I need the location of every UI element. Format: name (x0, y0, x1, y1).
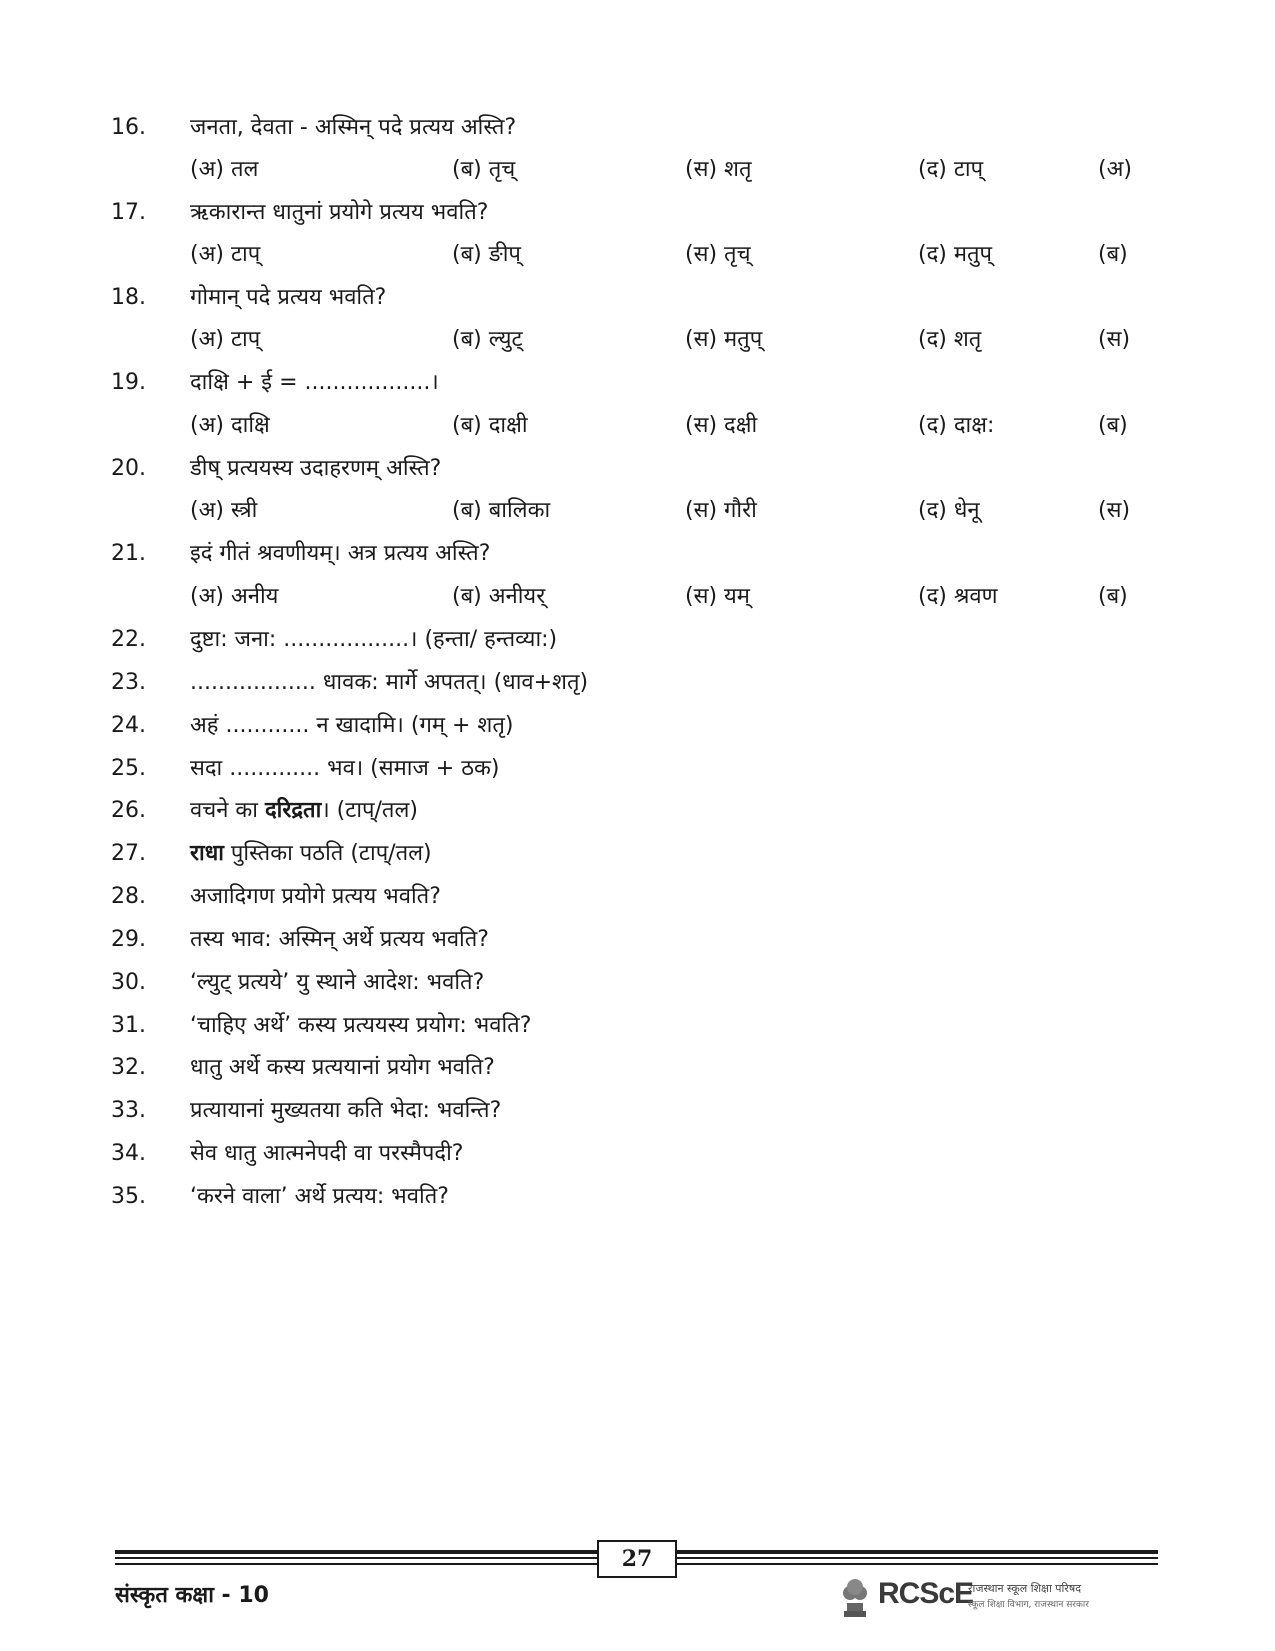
question-text: प्रत्यायानां मुख्यतया कति भेदा: भवन्ति? (190, 1098, 502, 1123)
option-b: (ब) बालिका (452, 498, 551, 523)
option-b: (ब) तृच् (452, 157, 516, 182)
question-number: 16. (111, 115, 146, 140)
page-number: 27 (597, 1540, 677, 1578)
option-c: (स) शतृ (685, 157, 752, 182)
logo-dept-name: स्कूल शिक्षा विभाग, राजस्थान सरकार (968, 1600, 1089, 1610)
question-number: 33. (111, 1098, 146, 1123)
question-text: .................. धावक: मार्गे अपतत्। (धाव+शतृ) (190, 670, 589, 695)
question-number: 31. (111, 1013, 146, 1038)
question (0, 532, 1275, 576)
question (0, 1046, 1275, 1090)
question (0, 661, 1275, 705)
question-text: दुष्टा: जना: ..................। (हन्ता/ हन्तव्या:) (190, 627, 558, 652)
option-a: (अ) टाप् (190, 242, 261, 267)
answer-key: (ब) (1098, 413, 1128, 438)
option-c: (स) गौरी (685, 498, 757, 523)
bold-term: दरिद्रता (265, 798, 322, 823)
question-text-pre: वचने का (190, 798, 265, 823)
question-text: गोमान् पदे प्रत्यय भवति? (190, 285, 387, 310)
question-text: ‘ल्युट् प्रत्यये’ यु स्थाने आदेश: भवति? (190, 970, 485, 995)
question-number: 21. (111, 541, 146, 566)
logo-org-name: राजस्थान स्कूल शिक्षा परिषद (968, 1582, 1082, 1595)
answer-key: (अ) (1098, 157, 1132, 182)
question-text: ‘चाहिए अर्थे’ कस्य प्रत्ययस्य प्रयोग: भवति? (190, 1013, 532, 1038)
question-text: धातु अर्थे कस्य प्रत्ययानां प्रयोग भवति? (190, 1055, 495, 1080)
question-text (190, 789, 418, 833)
question-text: इदं गीतं श्रवणीयम्। अत्र प्रत्यय अस्ति? (190, 541, 491, 566)
question-number: 27. (111, 841, 146, 866)
question-number: 25. (111, 756, 146, 781)
option-b: (ब) अनीयर् (452, 584, 546, 609)
option-a: (अ) दाक्षि (190, 413, 270, 438)
question (0, 747, 1275, 791)
question-text: जनता, देवता - अस्मिन् पदे प्रत्यय अस्ति? (190, 115, 517, 140)
bold-term: राधा (190, 841, 224, 866)
question (0, 1175, 1275, 1219)
question-text: ‘करने वाला’ अर्थे प्रत्यय: भवति? (190, 1184, 449, 1209)
answer-key: (स) (1098, 498, 1131, 523)
question-number: 26. (111, 798, 146, 823)
option-c: (स) यम् (685, 584, 750, 609)
question-number: 35. (111, 1184, 146, 1209)
rcsce-logo (838, 1571, 1118, 1623)
options-row (0, 318, 1275, 362)
answer-key: (स) (1098, 327, 1131, 352)
question-text: सेव धातु आत्मनेपदी वा परस्मैपदी? (190, 1141, 464, 1166)
option-d: (द) शतृ (918, 327, 982, 352)
question-number: 30. (111, 970, 146, 995)
question (0, 918, 1275, 962)
question-number: 17. (111, 200, 146, 225)
option-d: (द) मतुप् (918, 242, 993, 267)
question-text: अजादिगण प्रयोगे प्रत्यय भवति? (190, 884, 441, 909)
options-row (0, 404, 1275, 448)
question (0, 1004, 1275, 1048)
question (0, 1132, 1275, 1176)
question (0, 447, 1275, 491)
question (0, 1089, 1275, 1133)
options-row (0, 489, 1275, 533)
option-b: (ब) दाक्षी (452, 413, 528, 438)
question-text: सदा ............. भव। (समाज + ठक) (190, 756, 500, 781)
logo-wordmark: RCScE (878, 1577, 974, 1610)
option-b: (ब) ल्युट् (452, 327, 523, 352)
option-c: (स) दक्षी (685, 413, 758, 438)
option-a: (अ) स्त्री (190, 498, 258, 523)
question-number: 19. (111, 370, 146, 395)
option-b: (ब) ङीप् (452, 242, 521, 267)
question-number: 29. (111, 927, 146, 952)
option-d: (द) दाक्ष: (918, 413, 995, 438)
question-text: अहं ............ न खादामि। (गम् + शतृ) (190, 713, 514, 738)
emblem-icon (838, 1573, 872, 1621)
question (0, 832, 1275, 876)
option-c: (स) मतुप् (685, 327, 763, 352)
question (0, 276, 1275, 320)
question-number: 22. (111, 627, 146, 652)
question-text: तस्य भाव: अस्मिन् अर्थे प्रत्यय भवति? (190, 927, 489, 952)
option-d: (द) श्रवण (918, 584, 998, 609)
option-a: (अ) तल (190, 157, 259, 182)
question-text: दाक्षि + ई = ..................। (190, 370, 439, 395)
option-a: (अ) टाप् (190, 327, 261, 352)
option-a: (अ) अनीय (190, 584, 279, 609)
option-d: (द) धेनू (918, 498, 980, 523)
question (0, 704, 1275, 748)
question (0, 961, 1275, 1005)
option-d: (द) टाप् (918, 157, 984, 182)
question-number: 20. (111, 456, 146, 481)
question-text-post: पुस्तिका पठति (टाप्/तल) (223, 841, 432, 866)
option-c: (स) तृच् (685, 242, 751, 267)
options-row (0, 148, 1275, 192)
question (0, 191, 1275, 235)
question-number: 23. (111, 670, 146, 695)
answer-key: (ब) (1098, 584, 1128, 609)
question-text (190, 832, 432, 876)
answer-key: (ब) (1098, 242, 1128, 267)
question (0, 875, 1275, 919)
question (0, 789, 1275, 833)
question (0, 618, 1275, 662)
question-number: 32. (111, 1055, 146, 1080)
question-text-post: । (टाप्/तल) (321, 798, 418, 823)
question-text: ऋकारान्त धातुनां प्रयोगे प्रत्यय भवति? (190, 200, 489, 225)
options-row (0, 233, 1275, 277)
options-row (0, 575, 1275, 619)
question-number: 18. (111, 285, 146, 310)
footer-title: संस्कृत कक्षा - 10 (115, 1583, 269, 1608)
question (0, 106, 1275, 150)
question-number: 24. (111, 713, 146, 738)
question-number: 28. (111, 884, 146, 909)
question-text: डीष् प्रत्ययस्य उदाहरणम् अस्ति? (190, 456, 442, 481)
question (0, 361, 1275, 405)
question-number: 34. (111, 1141, 146, 1166)
